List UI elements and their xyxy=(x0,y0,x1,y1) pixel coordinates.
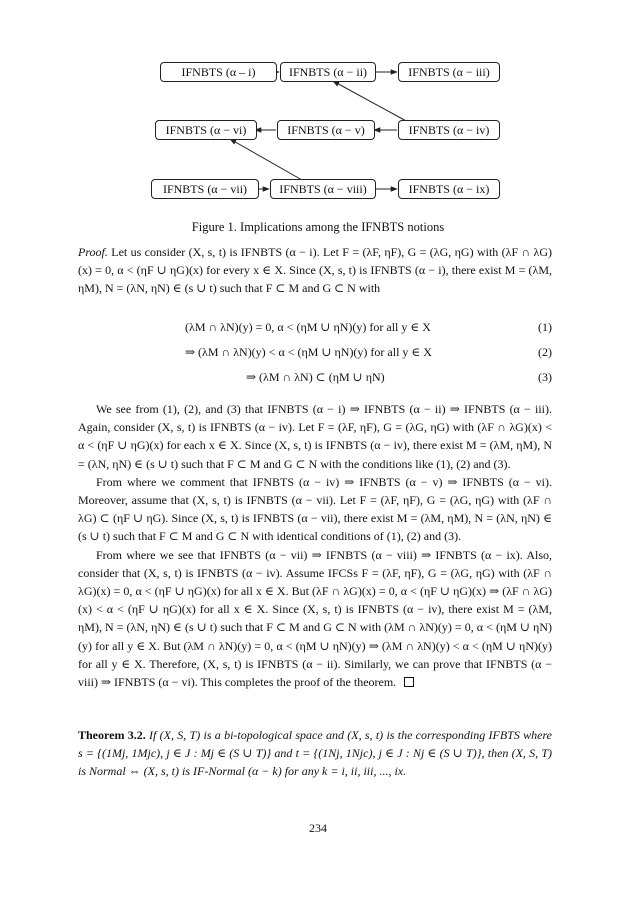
proof-paragraph-4 xyxy=(78,546,552,692)
equation-3 xyxy=(78,368,552,386)
proof-body xyxy=(78,400,552,691)
proof-lead: Proof. xyxy=(78,245,108,259)
node-alpha-iv: IFNBTS (α − iv) xyxy=(398,120,500,140)
proof-text-1: Let us consider (X, s, t) is IFNBTS (α − i). Let F = (λF, ηF), G = (λG, ηG) with (λF ∩ λG)(x) = 0, α < (ηF ∪ ηG)(x) for every x ∈ X. Since (X, s, t) is IFNBTS (α − i), there exist M = (λM, ηM), N = (λN, ηN) ∈ (s ∪ t) such that F ⊂ M and G ⊂ N with xyxy=(78,245,553,296)
node-alpha-viii: IFNBTS (α − viii) xyxy=(270,179,376,199)
node-alpha-ii: IFNBTS (α − ii) xyxy=(280,62,376,82)
figure-caption: Figure 1. Implications among the IFNBTS notions xyxy=(191,220,445,234)
proof-text-4: From where we see that IFNBTS (α − vii) ⇒ IFNBTS (α − viii) ⇒ IFNBTS (α − ix). Also, consider that (X, s, t) is IFNBTS (α − iv). Assume IFCSs F = (λF, ηF), G = (λG, ηG) with (λF ∩ λG)(x) = 0, α < (ηF ∪ ηG)(x) for all x ∈ X. But (λF ∩ λG)(x) = 0, α < (ηF ∪ ηG)(x) ⇒ (λF ∩ λG)(x) < α < (ηF ∪ ηG)(x) for all x ∈ X. Since (X, s, t) is IFNBTS (α − iv), there exist M = (λM, ηM), N = (λN, ηN) ∈ (s ∪ t) such that F ⊂ M and G ⊂ N with (λM ∩ λN)(y) = 0, α < (ηM ∪ ηN)(y) for all y ∈ X. But (λM ∩ λN)(y) = 0, α < (ηM ∪ ηN)(y) ⇒ (λM ∩ λN)(y) < α < (ηM ∪ ηN)(y) for all y ∈ X. Therefore, (X, s, t) is IFNBTS (α − ii). Similarly, we can prove that IFNBTS (α − viii) ⇒ IFNBTS (α − vi). This completes the proof of the theorem. xyxy=(78,547,552,690)
qed-square-icon xyxy=(404,677,414,687)
node-alpha-i: IFNBTS (α – i) xyxy=(160,62,277,82)
proof-paragraph-3: From where we comment that IFNBTS (α − iv) ⇒ IFNBTS (α − v) ⇒ IFNBTS (α − vi). Moreover, assume that (X, s, t) is IFNBTS (α − vii). Let F = (λF, ηF), G = (λG, ηG) with (λF ∩ λG) ⊂ (ηF ∪ ηG). Since (X, s, t) is IFNBTS (α − vii), there exist M = (λM, ηM), N = (λN, ηN) ∈ (s ∪ t) such that F ⊂ M and G ⊂ N with identical conditions of (1), (2) and (3). xyxy=(78,474,552,544)
proof-paragraph-2: We see from (1), (2), and (3) that IFNBTS (α − i) ⇒ IFNBTS (α − ii) ⇒ IFNBTS (α − iii). Again, consider (X, s, t) is IFNBTS (α − iv). Let F = (λF, ηF), G = (λG, ηG) with (λF ∩ λG)(x) < α < (ηF ∪ ηG)(x) for each x ∈ X. Since (X, s, t) is IFNBTS (α − iv), there exist M = (λM, ηM), N = (λN, ηN) ∈ (s ∪ t) such that F ⊂ M and G ⊂ N with the conditions like (1), (2) and (3). xyxy=(78,402,552,471)
equation-1 xyxy=(78,318,552,336)
node-alpha-ix: IFNBTS (α − ix) xyxy=(398,179,500,199)
proof-paragraph-1 xyxy=(78,243,552,298)
node-alpha-vi: IFNBTS (α − vi) xyxy=(155,120,257,140)
node-alpha-iii: IFNBTS (α − iii) xyxy=(398,62,500,82)
theorem-label: Theorem 3.2. xyxy=(78,728,146,742)
equation-2-body: ⇒ (λM ∩ λN)(y) < α < (ηM ∪ ηN)(y) for all y ∈ X xyxy=(185,345,432,359)
node-alpha-vii: IFNBTS (α − vii) xyxy=(151,179,259,199)
equation-2 xyxy=(78,343,552,361)
equation-3-number: (3) xyxy=(538,370,552,384)
page-number: 234 xyxy=(309,821,327,835)
equation-1-body: (λM ∩ λN)(y) = 0, α < (ηM ∪ ηN)(y) for all y ∈ X xyxy=(185,320,431,334)
equation-1-number: (1) xyxy=(538,320,552,334)
theorem-statement: If (X, S, T) is a bi-topological space and (X, s, t) is the corresponding IFBTS where s = {(1Mj, 1Mjc), j ∈ J : Mj ∈ (S ∪ T)} and t = {(1Nj, 1Njc), j ∈ J : Nj ∈ (S ∪ T)}, then (X, S, T) is Normal ⇔ (X, s, t) is IF-Normal (α − k) for any k = i, ii, iii, ..., ix. xyxy=(78,728,553,779)
arrow-viii-to-vi xyxy=(230,139,302,180)
node-alpha-v: IFNBTS (α − v) xyxy=(277,120,375,140)
theorem-3-2 xyxy=(78,726,552,781)
equation-2-number: (2) xyxy=(538,345,552,359)
arrow-iv-to-ii xyxy=(333,81,408,122)
equation-3-body: ⇒ (λM ∩ λN) ⊂ (ηM ∪ ηN) xyxy=(246,370,385,384)
